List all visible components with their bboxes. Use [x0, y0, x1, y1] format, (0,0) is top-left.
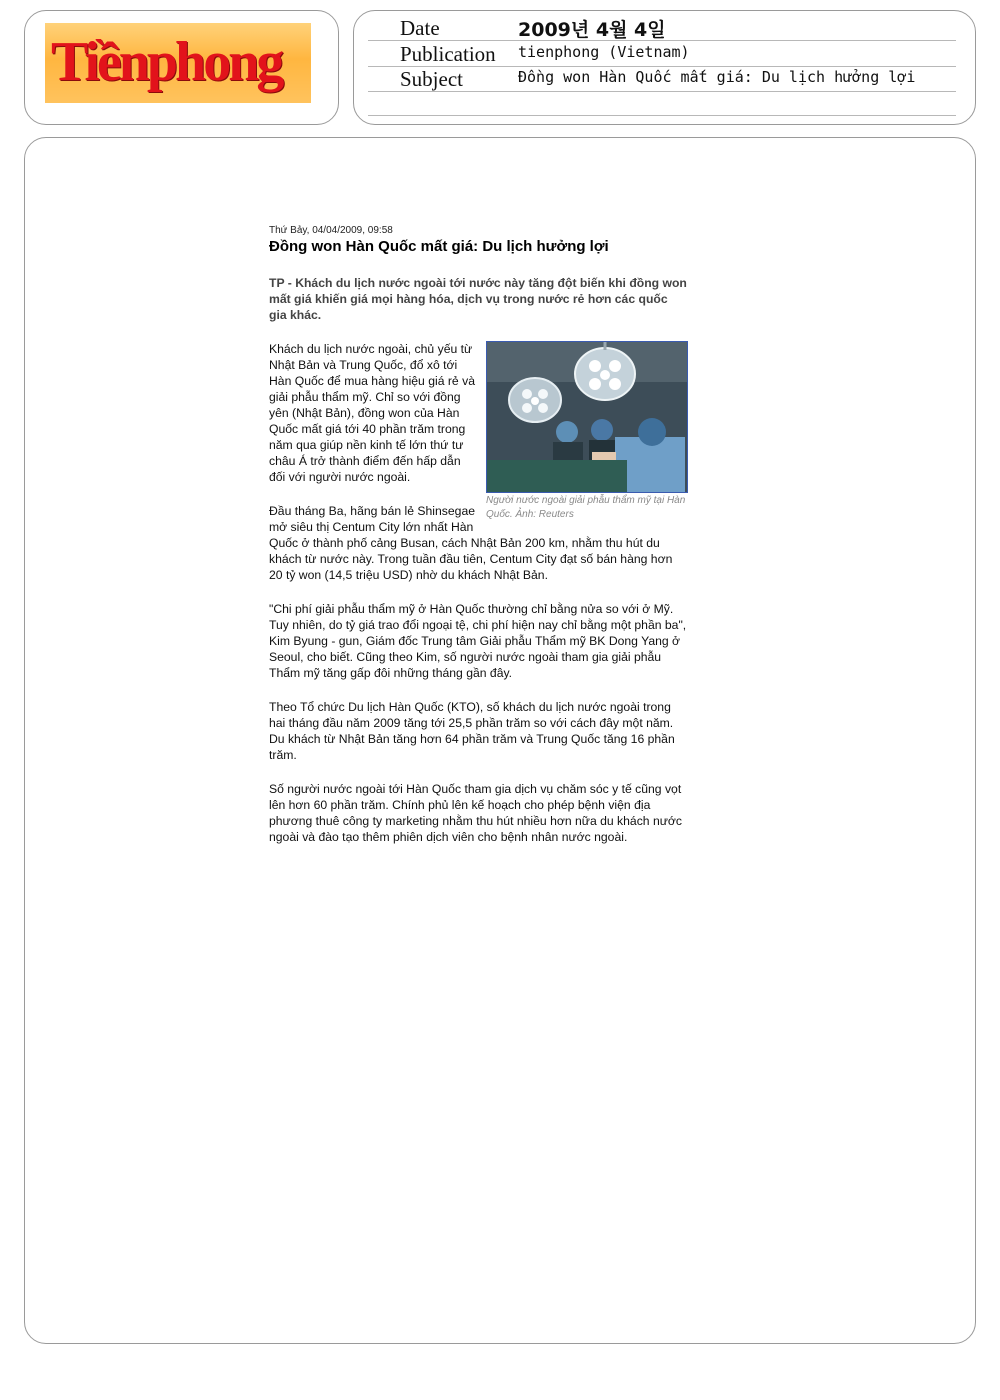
- surgery-photo: [486, 341, 688, 493]
- article-paragraph: "Chi phí giải phẫu thẩm mỹ ở Hàn Quốc thường chỉ bằng nửa so với ở Mỹ. Tuy nhiên, do tỷ giá trao đổi ngoại tệ, chi phí hiện nay chỉ bằng một phần ba", Kim Byung - gun, Giám đốc Trung tâm Giải phẫu Thẩm mỹ BK Dong Yang ở Seoul, cho biết. Cũng theo Kim, số người nước ngoài tham gia giải phẫu Thẩm mỹ tăng gấp đôi những tháng gần đây.: [269, 602, 687, 680]
- lead-text: - Khách du lịch nước ngoài tới nước này tăng đột biến khi đồng won mất giá khiến giá mọi hàng hóa, dịch vụ trong nước rẻ hơn các quốc gia khác.: [269, 276, 687, 322]
- date-row: [368, 15, 956, 41]
- surgery-photo-illustration: [487, 342, 687, 492]
- blank-row-divider: [368, 115, 956, 116]
- tienphong-logo: [45, 23, 311, 103]
- article-paragraph: Số người nước ngoài tới Hàn Quốc tham gia dịch vụ chăm sóc y tế cũng vọt lên hơn 60 phần trăm. Chính phủ lên kế hoạch cho phép bệnh viện địa phương thuê công ty marketing nhằm thu hút nhiều hơn nữa du khách nước ngoài và đào tạo thêm phiên dịch viên cho bệnh nhân nước ngoài.: [269, 782, 682, 844]
- article-lead: [269, 275, 688, 323]
- logo-text: Tiềnphong: [51, 31, 282, 93]
- lead-prefix: TP: [269, 276, 285, 290]
- date-value: 2009년 4월 4일: [518, 19, 666, 41]
- article: [269, 225, 688, 845]
- article-figure: [486, 341, 688, 522]
- article-dateline: Thứ Bảy, 04/04/2009, 09:58: [269, 225, 393, 236]
- photo-caption: Người nước ngoài giải phẫu thẩm mỹ tại Hàn Quốc. Ảnh: Reuters: [486, 495, 686, 520]
- logo-panel: [24, 10, 339, 125]
- article-panel: [24, 137, 976, 1344]
- subject-label: Subject: [400, 67, 463, 91]
- article-paragraph: Đầu tháng Ba, hãng bán lẻ Shinsegae mở siêu thị Centum City lớn nhất Hàn Quốc ở thành phố cảng Busan, cách Nhật Bản 200 km, nhằm thu hút du khách từ nước này. Trong tuần đầu tiên, Centum City đạt số bán hàng hơn 20 tỷ won (14,5 triệu USD) nhờ du khách Nhật Bản.: [269, 504, 673, 582]
- paragraph-1-block: [269, 341, 688, 583]
- clipping-metadata-panel: [353, 10, 976, 125]
- subject-row: [368, 66, 956, 92]
- date-label: Date: [400, 16, 440, 40]
- article-headline: Đồng won Hàn Quốc mất giá: Du lịch hưởng lợi: [269, 238, 609, 255]
- publication-row: [368, 41, 956, 67]
- article-paragraph: Theo Tổ chức Du lịch Hàn Quốc (KTO), số khách du lịch nước ngoài trong hai tháng đầu năm 2009 tăng tới 25,5 phần trăm so với cách đây một năm. Du khách từ Nhật Bản tăng hơn 64 phần trăm và Trung Quốc tăng 16 phần trăm.: [269, 700, 675, 762]
- publication-label: Publication: [400, 42, 496, 66]
- article-paragraph: Khách du lịch nước ngoài, chủ yếu từ Nhật Bản và Trung Quốc, đổ xô tới Hàn Quốc để mua hàng hiệu giá rẻ và giải phẫu thẩm mỹ. Chỉ so với đồng yên (Nhật Bản), đồng won của Hàn Quốc mất giá tới 40 phần trăm trong năm qua giúp nền kinh tế lớn thứ tư châu Á trở thành điểm đến hấp dẫn đối với người nước ngoài.: [269, 342, 475, 484]
- subject-value: Đồng won Hàn Quốc mất giá: Du lịch hưởng lợi: [518, 68, 916, 86]
- publication-value: tienphong (Vietnam): [518, 43, 690, 61]
